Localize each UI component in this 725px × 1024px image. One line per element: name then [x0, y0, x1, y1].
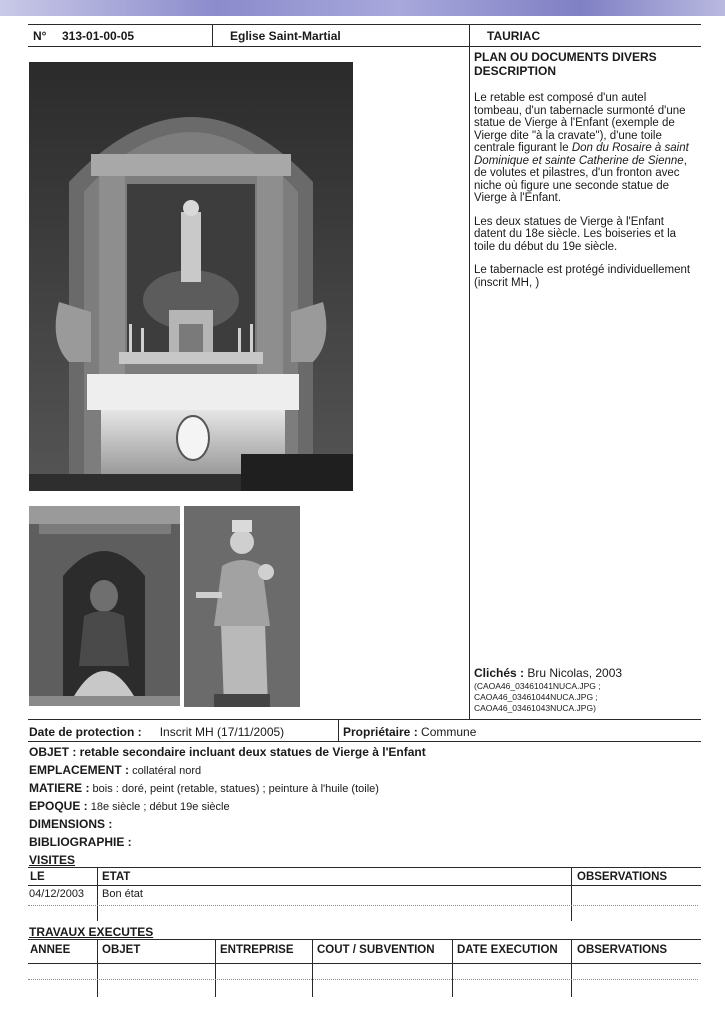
field-matiere	[29, 781, 379, 795]
travaux-title: TRAVAUX EXECUTES	[29, 925, 154, 939]
travaux-col-divider-2	[215, 939, 216, 997]
visites-col-divider-2	[571, 867, 572, 921]
visites-title: VISITES	[29, 853, 76, 867]
para1-end: , de volutes et pilastres, d'un fronton avec niche où figure une seconde statue de Vierge à l'Enfant.	[474, 154, 687, 204]
epoque-label: EPOQUE :	[29, 799, 88, 813]
description-text	[474, 92, 696, 300]
travaux-col-objet: OBJET	[102, 944, 141, 956]
matiere-value: bois : doré, peint (retable, statues) ; peinture à l'huile (toile)	[92, 783, 379, 795]
field-emplacement	[29, 763, 201, 777]
heading-plan-documents: PLAN OU DOCUMENTS DIVERS	[474, 50, 657, 64]
protection-bottom-rule	[28, 741, 701, 742]
travaux-col-entreprise: ENTREPRISE	[220, 944, 294, 956]
protection-date-value: Inscrit MH (17/11/2005)	[159, 725, 285, 739]
photo-credits	[474, 668, 698, 714]
travaux-col-observations: OBSERVATIONS	[577, 944, 668, 956]
protection-divider	[338, 719, 339, 742]
protection-top-rule	[28, 719, 701, 720]
protection-date	[29, 725, 284, 739]
visites-row-1-date: 04/12/2003	[29, 888, 85, 900]
visites-col-le: LE	[30, 871, 45, 883]
visites-row-1-etat: Bon état	[102, 888, 143, 900]
para1-start: Le retable est composé d'un autel tombeau, d'un tabernacle surmonté d'une statue de Vierge à l'Enfant (exemple de Vierge dite "à la cravate"), d'une toile centrale figurant le	[474, 92, 686, 154]
travaux-col-divider-5	[571, 939, 572, 997]
inventory-number: 313-01-00-05	[62, 29, 135, 43]
visites-col-divider-1	[97, 867, 98, 921]
travaux-col-divider-4	[452, 939, 453, 997]
travaux-col-annee: ANNEE	[30, 944, 71, 956]
travaux-col-divider-3	[312, 939, 313, 997]
heading-description: DESCRIPTION	[474, 64, 557, 78]
travaux-header-rule	[28, 963, 701, 964]
credits-file-1: (CAOA46_03461041NUCA.JPG ;	[474, 681, 601, 691]
visites-col-etat: ETAT	[102, 871, 131, 883]
description-paragraph-2: Les deux statues de Vierge à l'Enfant datent du 18e siècle. Les boiseries et la toile du début du 19e siècle.	[474, 215, 677, 253]
travaux-col-divider-1	[97, 939, 98, 997]
emplacement-label: EMPLACEMENT :	[29, 763, 129, 777]
scan-top-band	[0, 0, 725, 16]
para1-italic-title: Don du Rosaire à saint Dominique et sainte Catherine de Sienne	[474, 142, 689, 167]
credits-label: Clichés :	[474, 666, 525, 680]
main-photo-retable	[29, 62, 353, 491]
visites-header-rule	[28, 885, 701, 886]
travaux-col-date: DATE EXECUTION	[457, 944, 558, 956]
visites-col-observations: OBSERVATIONS	[577, 871, 668, 883]
description-paragraph-1	[474, 92, 696, 205]
credits-file-2: CAOA46_03461044NUCA.JPG ;	[474, 692, 598, 702]
field-dimensions: DIMENSIONS :	[29, 817, 113, 831]
building-name: Eglise Saint-Martial	[230, 29, 341, 43]
epoque-value: 18e siècle ; début 19e siècle	[90, 801, 230, 813]
field-objet: OBJET : retable secondaire incluant deux statues de Vierge à l'Enfant	[29, 745, 426, 759]
number-label: N°	[33, 29, 47, 43]
description-paragraph-3: Le tabernacle est protégé individuellement (inscrit MH, )	[474, 264, 691, 289]
panel-divider	[469, 24, 470, 719]
photo-virgin-statue	[184, 506, 300, 707]
header-top-rule	[28, 24, 701, 25]
travaux-top-rule	[28, 939, 701, 940]
credits-line	[474, 668, 698, 679]
retable-photo-drawing	[29, 62, 353, 491]
niche-photo-drawing	[29, 506, 180, 706]
photo-niche-statue	[29, 506, 180, 706]
description-heading	[474, 50, 657, 78]
travaux-col-cout: COUT / SUBVENTION	[317, 944, 435, 956]
owner-label: Propriétaire :	[343, 725, 418, 739]
protection-date-label: Date de protection :	[29, 725, 142, 739]
owner-value: Commune	[421, 725, 477, 739]
field-epoque	[29, 799, 230, 813]
header-bottom-rule	[28, 46, 701, 47]
matiere-label: MATIERE :	[29, 781, 90, 795]
visites-row-rule	[28, 905, 698, 906]
header-divider-1	[212, 24, 213, 47]
emplacement-value: collatéral nord	[132, 765, 202, 777]
field-bibliographie: BIBLIOGRAPHIE :	[29, 835, 132, 849]
travaux-row-rule	[28, 979, 698, 980]
statue-photo-drawing	[184, 506, 300, 707]
credits-author: Bru Nicolas, 2003	[527, 666, 623, 680]
visites-top-rule	[28, 867, 701, 868]
credits-file-3: CAOA46_03461043NUCA.JPG)	[474, 703, 596, 713]
commune-name: TAURIAC	[487, 29, 541, 43]
owner	[343, 725, 476, 739]
